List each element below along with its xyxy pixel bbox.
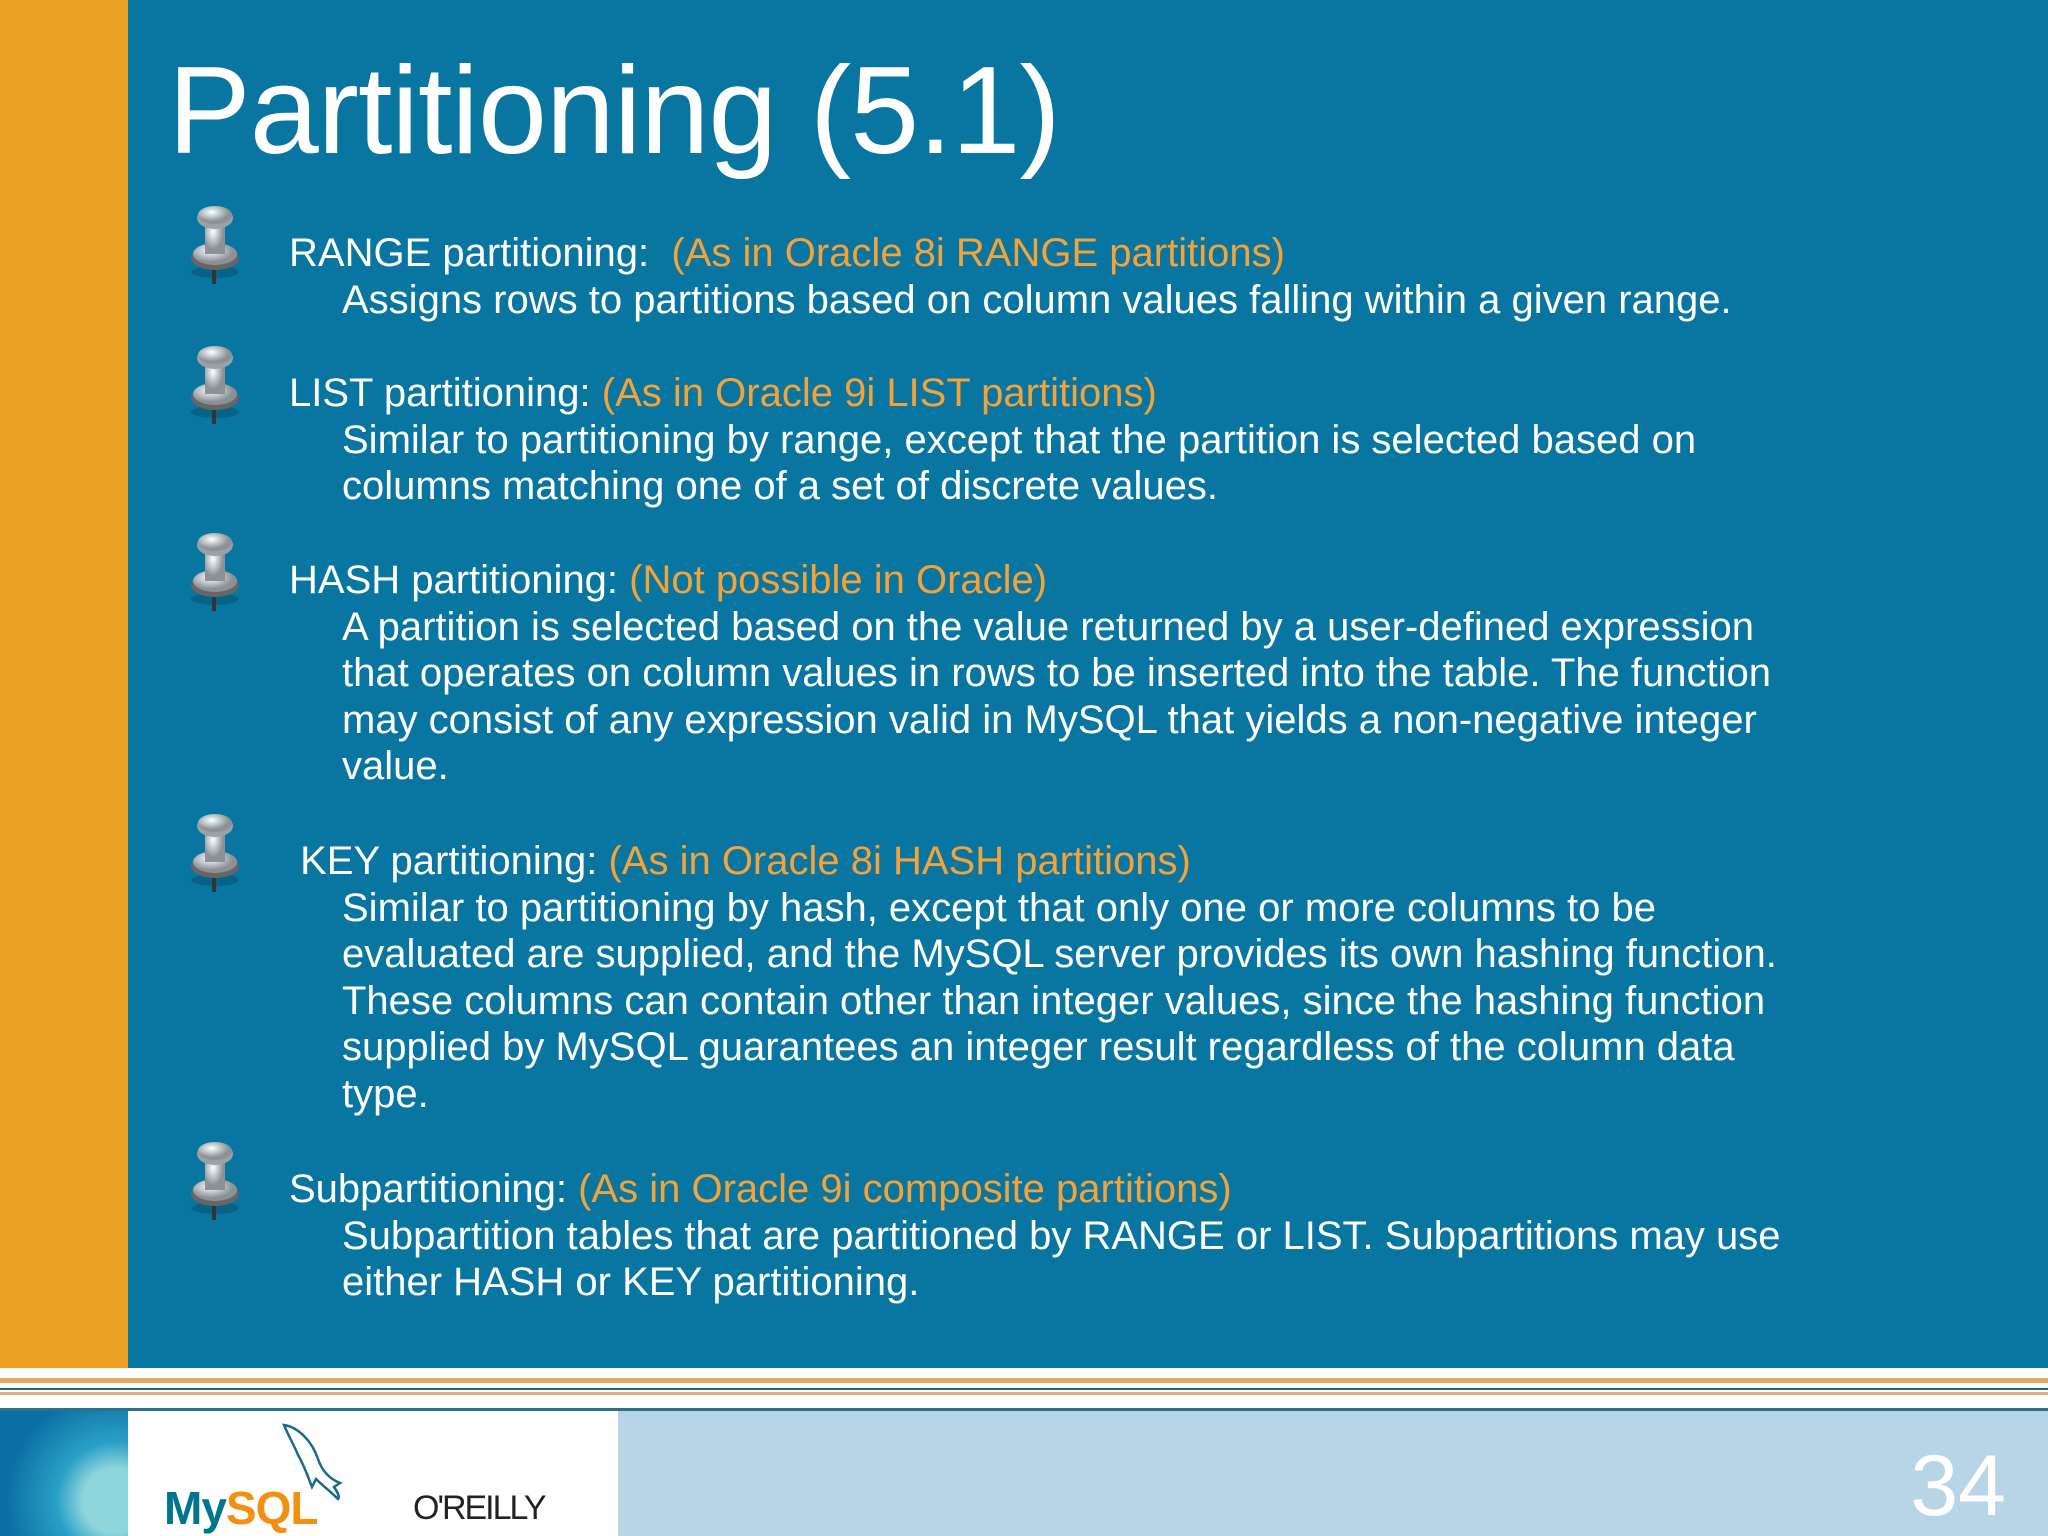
section-text-line: Assigns rows to partitions based on column values falling within a given range.	[342, 277, 1732, 322]
pushpin-icon	[185, 808, 245, 903]
bullet-section	[289, 838, 1777, 1117]
mysql-logo	[164, 1481, 317, 1535]
section-text-line: evaluated are supplied, and the MySQL server provides its own hashing function.	[342, 932, 1777, 976]
section-text-line: type.	[342, 1071, 429, 1116]
section-text-line: Subpartition tables that are partitioned by RANGE or LIST. Subpartitions may use	[342, 1213, 1781, 1258]
section-label: RANGE partitioning:	[289, 231, 672, 275]
section-label: HASH partitioning:	[289, 558, 630, 602]
section-note: (As in Oracle 9i composite partitions)	[578, 1167, 1232, 1211]
section-text-line: Similar to partitioning by range, except that the partition is selected based on	[342, 417, 1697, 462]
section-label: KEY partitioning:	[289, 839, 609, 883]
bullet-section	[289, 1166, 1781, 1306]
page-number: 34	[1910, 1438, 2006, 1534]
section-note: (As in Oracle 9i LIST partitions)	[601, 371, 1157, 415]
bullet-section	[289, 370, 1696, 510]
pushpin-icon	[185, 200, 245, 295]
footer-divider	[0, 1368, 2048, 1408]
section-text-line: may consist of any expression valid in MySQL that yields a non-negative integer	[342, 697, 1757, 742]
section-text-line: that operates on column values in rows to be inserted into the table. The function	[342, 651, 1772, 695]
section-text-line: These columns can contain other than integer values, since the hashing function	[342, 978, 1766, 1023]
section-text-line: A partition is selected based on the value returned by a user-defined expression	[342, 604, 1754, 649]
pushpin-icon	[185, 527, 245, 622]
slide-title: Partitioning (5.1)	[168, 42, 1060, 180]
section-note: (As in Oracle 8i HASH partitions)	[608, 839, 1191, 883]
section-note: (As in Oracle 8i RANGE partitions)	[671, 231, 1285, 275]
section-note: (Not possible in Oracle)	[629, 558, 1048, 602]
section-heading	[289, 838, 1777, 885]
bullet-section	[289, 230, 1732, 323]
section-heading	[289, 370, 1696, 417]
section-heading	[289, 557, 1771, 604]
oreilly-logo: O'REILLY	[413, 1489, 545, 1527]
wave-image	[0, 1411, 128, 1536]
bullet-section	[289, 557, 1771, 790]
section-label: LIST partitioning:	[289, 371, 602, 415]
accent-bar	[0, 0, 128, 1368]
pushpin-icon	[185, 340, 245, 435]
section-text-line: Similar to partitioning by hash, except that only one or more columns to be	[342, 885, 1657, 930]
logo-area	[128, 1411, 618, 1536]
section-heading	[289, 230, 1732, 277]
footer	[0, 1408, 2048, 1536]
section-text-line: supplied by MySQL guarantees an integer result regardless of the column data	[342, 1025, 1735, 1069]
mysql-logo-my: My	[164, 1482, 226, 1534]
section-label: Subpartitioning:	[289, 1167, 579, 1211]
section-heading	[289, 1166, 1781, 1213]
mysql-logo-sql: SQL	[225, 1482, 318, 1534]
section-text-line: columns matching one of a set of discrete values.	[342, 464, 1219, 508]
section-text-line: either HASH or KEY partitioning.	[342, 1260, 920, 1304]
section-text-line: value.	[342, 744, 449, 788]
pushpin-icon	[185, 1136, 245, 1231]
